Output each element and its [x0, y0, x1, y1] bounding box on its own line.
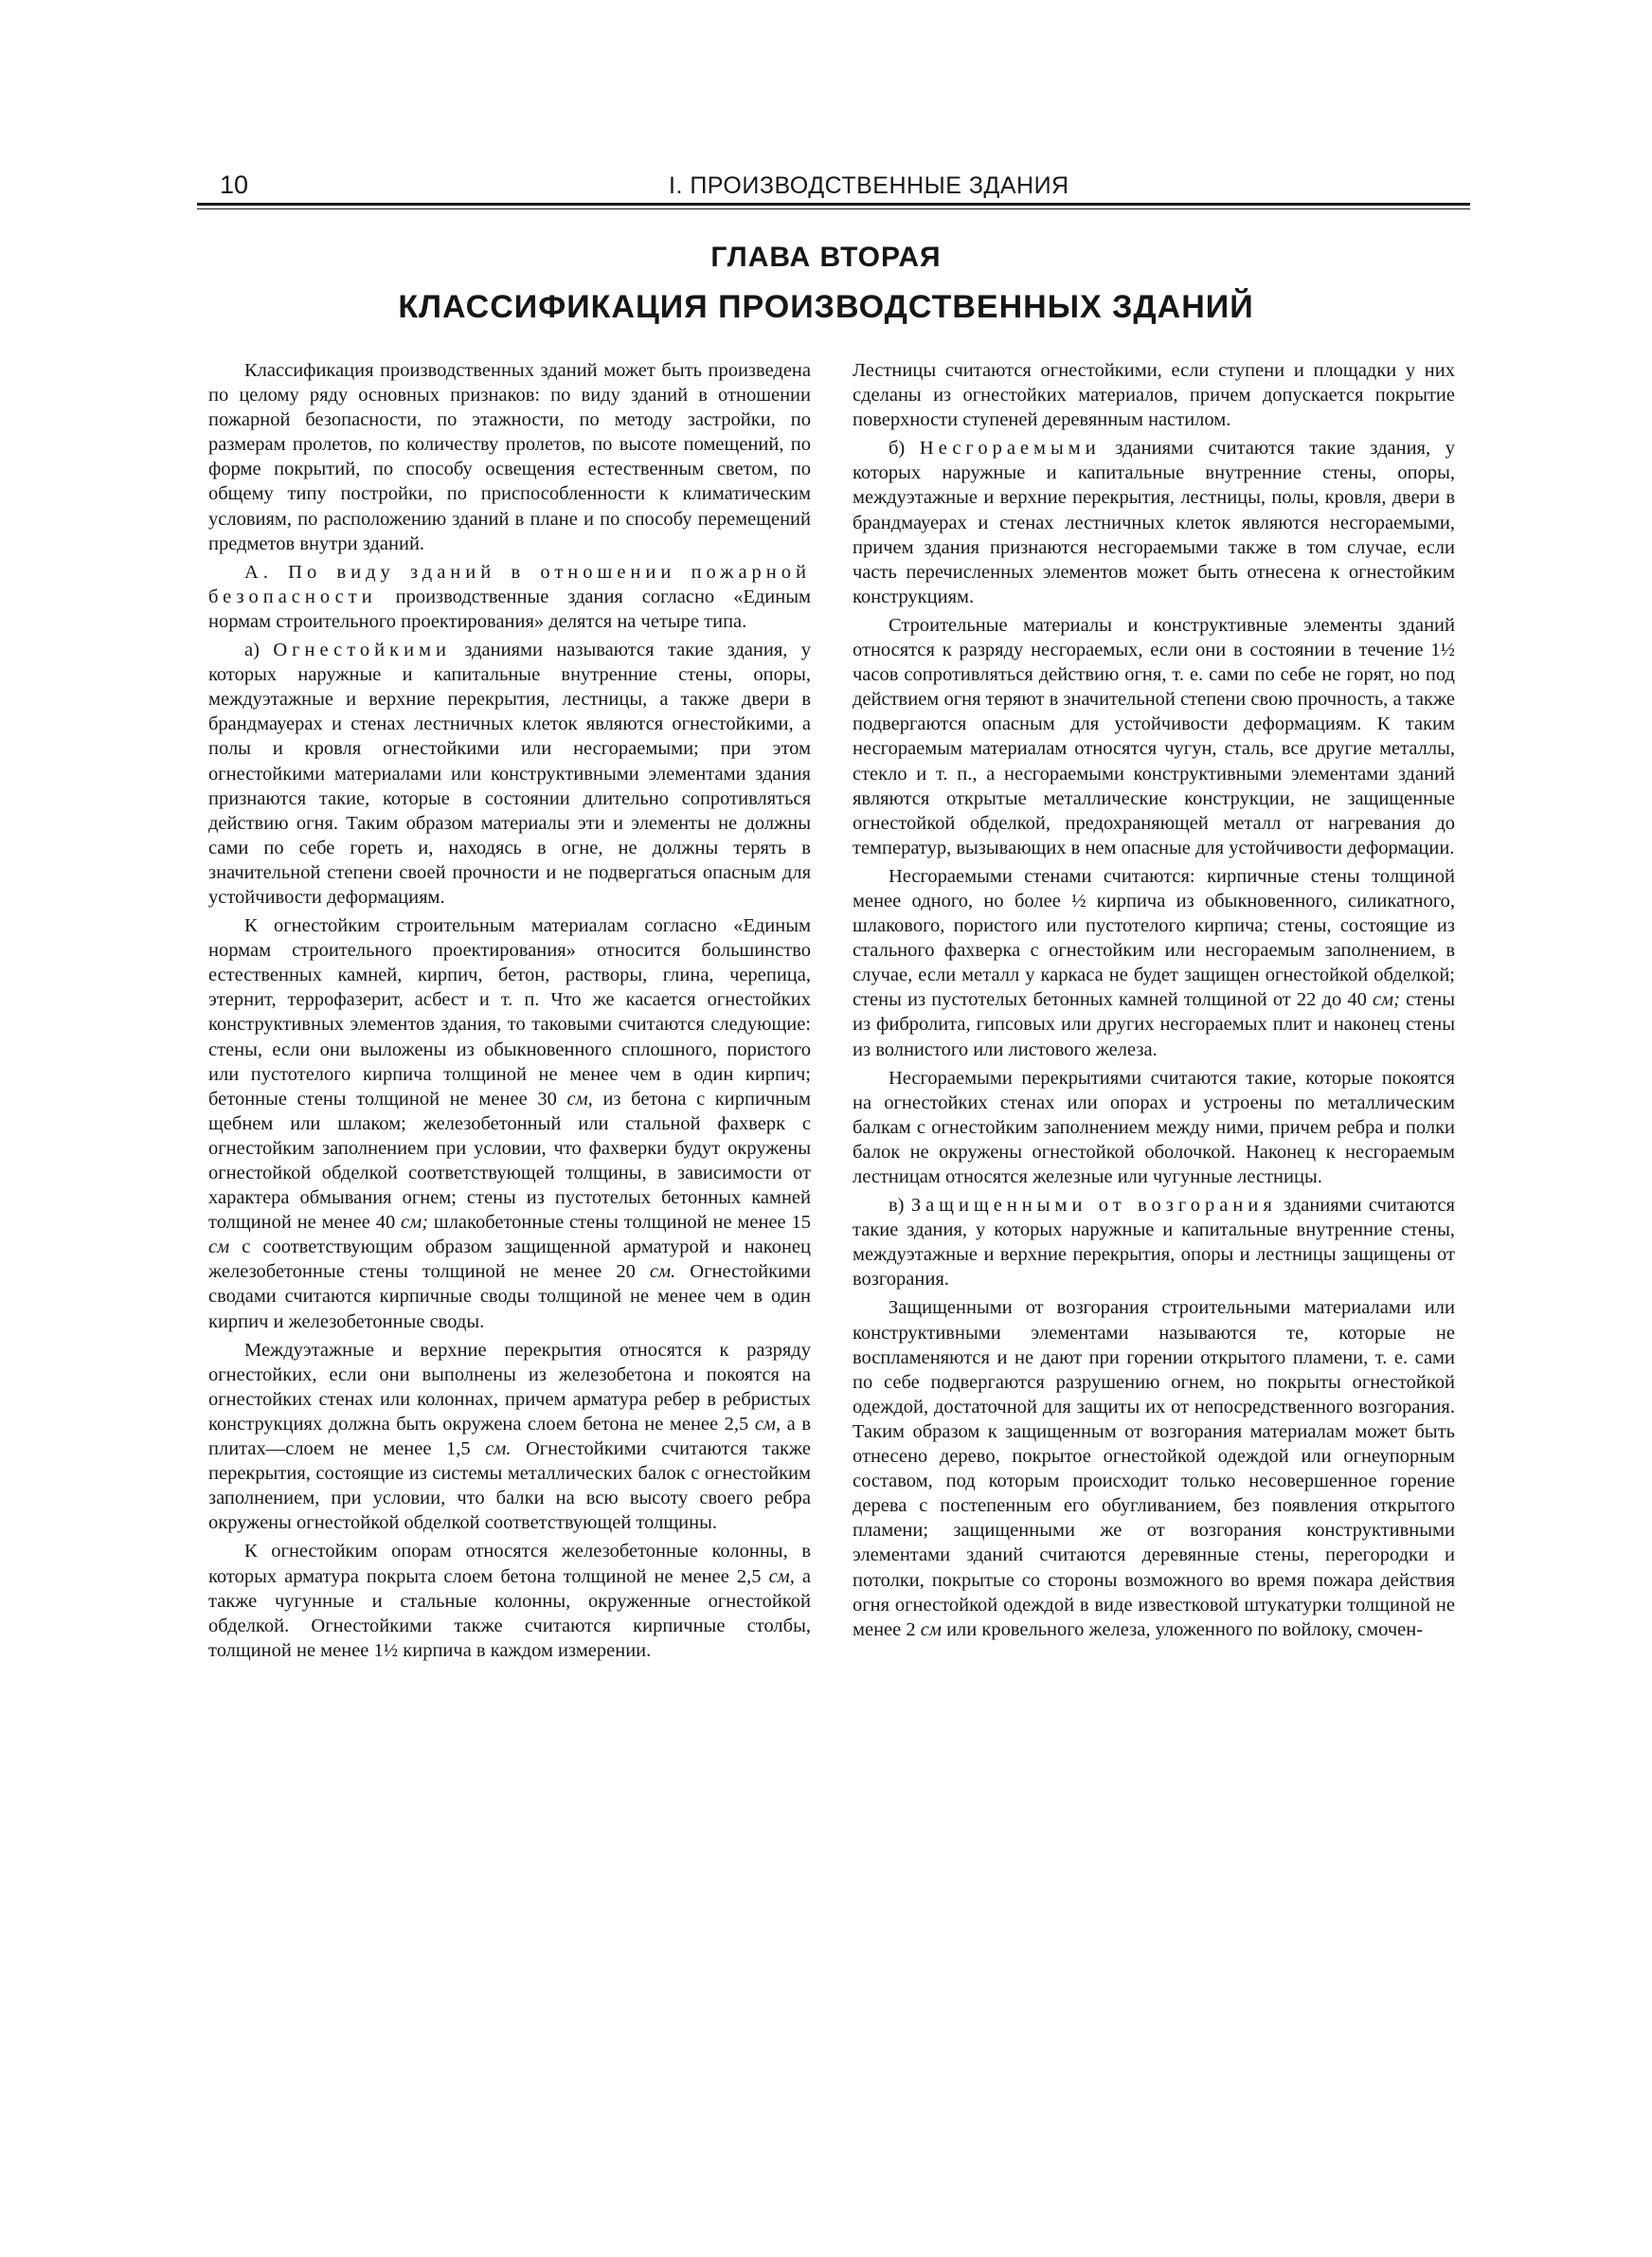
right-column [853, 358, 1455, 2007]
paragraph-text: Классификация производственных зданий может быть произведена по целому ряду основных признаков: по виду зданий в отношении пожарной безопасности, по этажности, по методу застройки, по размерам пролетов, по количеству пролетов, по высоте помещений, по форме покрытий, по способу освещения естественным светом, по общему типу постройки, по приспособленности к климатическим условиям, по расположению зданий в плане и по способу перемещений предметов внутри зданий. [208, 360, 811, 554]
spaced-heading: А. По виду зданий в отношении пожарной безопасности [208, 561, 811, 607]
paragraph [853, 1066, 1455, 1189]
paragraph [208, 560, 811, 634]
paragraph-text: Строительные материалы и конструктивные элементы зданий относятся к разряду несгораемых, если они в состоянии в течение 1½ часов сопротивляться действию огня, т. е. сами по себе не горят, но под действием огня теряют в значительной степени свою прочность, а также подвергаются опасным для устойчивости деформациям. К таким несгораемым материалам относятся чугун, сталь, все другие металлы, стекло и т. п., а несгораемыми конструктивными элементами зданий являются открытые металлические конструкции, не защищенные огнестойкой обделкой, предохраняющей металл от нагревания до температур, вызывающих в нем опасные для устойчивости деформации. [853, 614, 1455, 858]
left-column [208, 358, 811, 2007]
paragraph [208, 913, 811, 1334]
unit-text: см [920, 1618, 942, 1640]
chapter-title: КЛАССИФИКАЦИЯ ПРОИЗВОДСТВЕННЫХ ЗДАНИЙ [398, 289, 1254, 325]
paragraph [208, 358, 811, 556]
header-rule-thick [197, 203, 1470, 206]
paragraph-text: зданиями считаются такие здания, у которых наружные и капитальные внутренние стены, междуэтажные и верхние перекрытия, опоры и лестницы защищены от возгорания. [853, 1195, 1455, 1291]
unit-text: см, [768, 1565, 795, 1587]
unit-text: см; [1372, 989, 1400, 1011]
paragraph [208, 1539, 811, 1662]
chapter-label: ГЛАВА ВТОРАЯ [710, 242, 942, 273]
paragraph [853, 1193, 1455, 1291]
unit-text: см. [485, 1438, 512, 1460]
paragraph [853, 1295, 1455, 1641]
paragraph-text: зданиями называются такие здания, у которых наружные и капитальные внутренние стены, опоры, междуэтажные и верхние перекрытия, лестницы, а также двери в брандмауерах и стенах лестничных клеток являются огнестойкими, а полы и кровля огнестойкими или несгораемыми; при этом огнестойкими материалами или конструктивными элементами здания признаются такие, которые в состоянии длительно сопротивляться действию огня. Таким образом материалы эти и элементы не должны сами по себе гореть и, находясь в огне, не должны терять в значительной степени своей прочности и не подвергаться опасным для устойчивости деформациям. [208, 640, 811, 908]
paragraph [853, 436, 1455, 609]
item-prefix: а) [244, 640, 274, 661]
paragraph [208, 1338, 811, 1536]
paragraph-text: из бетона с кирпичным щебнем или шлаком; железобетонный или стальной фахверк с огнестойким заполнением при условии, что фахверки будут окружены огнестойкой обделкой соответствующей толщины, в зависимости от характера обмывания огнем; стены из пустотелых бетонных камней толщиной не менее 40 [208, 1088, 811, 1234]
header-rule-thin [197, 208, 1470, 209]
paragraph-text: а в плитах—слоем не менее 1,5 [208, 1413, 811, 1460]
running-header [220, 167, 1470, 205]
paragraph-text: стены из фибролита, гипсовых или других несгораемых плит и наконец стены из волнистого или листового железа. [853, 989, 1455, 1060]
running-title: I. ПРОИЗВОДСТВЕННЫЕ ЗДАНИЯ [669, 172, 1069, 199]
paragraph-text: Лестницы считаются огнестойкими, если ступени и площадки у них сделаны из огнестойких материалов, причем допускается покрытие поверхности ступеней деревянным настилом. [853, 360, 1455, 431]
unit-text: см, [754, 1413, 781, 1435]
paragraph-text: Междуэтажные и верхние перекрытия относятся к разряду огнестойких, если они выполнены из железобетона и покоятся на огнестойких стенах или колоннах, причем арматура ребер в ребристых конструкциях должна быть окружена слоем бетона не менее 2,5 [208, 1339, 811, 1435]
spaced-term: Несгораемыми [919, 438, 1101, 460]
paragraph-text: производственные здания согласно «Единым нормам строительного проектирования» делятся на четыре типа. [208, 586, 811, 632]
paragraph-text: Несгораемыми стенами считаются: кирпичные стены толщиной менее одного, но более ½ кирпича из обыкновенного, силикатного, шлакового, пористого или пустотелого кирпича; стены, состоящие из стального фахверка с огнестойким или несгораемым заполнением, в случае, если металл у каркаса не будет защищен огнестойкой обделкой; стены из пустотелых бетонных камней толщиной от 22 до 40 [853, 865, 1455, 1011]
paragraph-text: К огнестойким строительным материалам согласно «Единым нормам строительного проектирования» относится большинство естественных камней, кирпич, бетон, растворы, глина, черепица, этернит, террофазерит, асбест и т. п. Что же касается огнестойких конструктивных элементов здания, то таковыми считаются следующие: стены, если они выложены из обыкновенного сплошного, пористого или пустотелого кирпича толщиной не менее чем в один кирпич; бетонные стены толщиной не менее 30 [208, 915, 811, 1110]
paragraph [853, 864, 1455, 1062]
item-prefix: б) [889, 438, 920, 460]
paragraph [208, 638, 811, 910]
paragraph-text: шлакобетонные стены толщиной не менее 15 [428, 1212, 811, 1234]
unit-text: см. [649, 1261, 676, 1283]
paragraph-text: Несгораемыми перекрытиями считаются такие, которые покоятся на огнестойких стенах или опорах и устроены по металлическим балкам с огнестойким заполнением между ними, причем ребра и полки балок не окружены огнестойкой оболочкой. Наконец к несгораемым лестницам относятся железные или чугунные лестницы. [853, 1067, 1455, 1187]
item-prefix: в) [889, 1195, 911, 1217]
paragraph-text: зданиями считаются такие здания, у которых наружные и капитальные внутренние стены, опоры, междуэтажные и верхние перекрытия, лестницы, полы, кровля, двери в брандмауерах и стенах лестничных клеток являются несгораемыми, причем здания признаются несгораемыми также в том случае, если часть перечисленных элементов может быть отнесена к огнестойким конструкциям. [853, 438, 1455, 607]
paragraph-text: Защищенными от возгорания строительными материалами или конструктивными элементами называются те, которые не воспламеняются и не дают при горении открытого пламени, т. е. сами по себе подвергаются разрушению огнем, но покрыты огнестойкой одеждой, достаточной для защиты их от непосредственного возгорания. Таким образом к защищенным от возгорания материалам может быть отнесено дерево, покрытое огнестойкой одеждой или огнеупорным составом, под которым происходит только несовершенное горение дерева с постепенным его обугливанием, без появления открытого пламени; защищенными же от возгорания конструктивными элементами зданий считаются деревянные стены, перегородки и потолки, покрытые со стороны возможного во время пожара действия огня огнестойкой одеждой в виде известковой штукатурки толщиной не менее 2 [853, 1297, 1455, 1640]
spaced-term: Огнестойкими [273, 640, 451, 661]
unit-text: см, [566, 1088, 593, 1110]
paragraph [853, 358, 1455, 432]
spaced-term: Защищенными от возгорания [910, 1195, 1277, 1217]
page-number: 10 [220, 171, 249, 199]
paragraph-text: а также чугунные и стальные колонны, окруженные огнестойкой обделкой. Огнестойкими также считаются кирпичные столбы, толщиной не менее 1½ кирпича в каждом измерении. [208, 1565, 811, 1661]
paragraph-text: Огнестойкими считаются также перекрытия, состоящие из системы металлических балок с огнестойким заполнением, при условии, что балки на всю высоту своего ребра окружены огнестойкой обделкой соответствующей толщины. [208, 1438, 811, 1534]
unit-text: см; [401, 1212, 429, 1234]
paragraph-text: К огнестойким опорам относятся железобетонные колонны, в которых арматура покрыта слоем бетона толщиной не менее 2,5 [208, 1541, 811, 1587]
paragraph-text: с соответствующим образом защищенной арматурой и наконец железобетонные стены толщиной не менее 20 [208, 1237, 811, 1283]
unit-text: см [208, 1237, 230, 1258]
paragraph-text: Огнестойкими сводами считаются кирпичные своды толщиной не менее чем в один кирпич и железобетонные своды. [208, 1261, 811, 1332]
paragraph [853, 613, 1455, 860]
paragraph-text: или кровельного железа, уложенного по войлоку, смочен- [941, 1618, 1424, 1640]
